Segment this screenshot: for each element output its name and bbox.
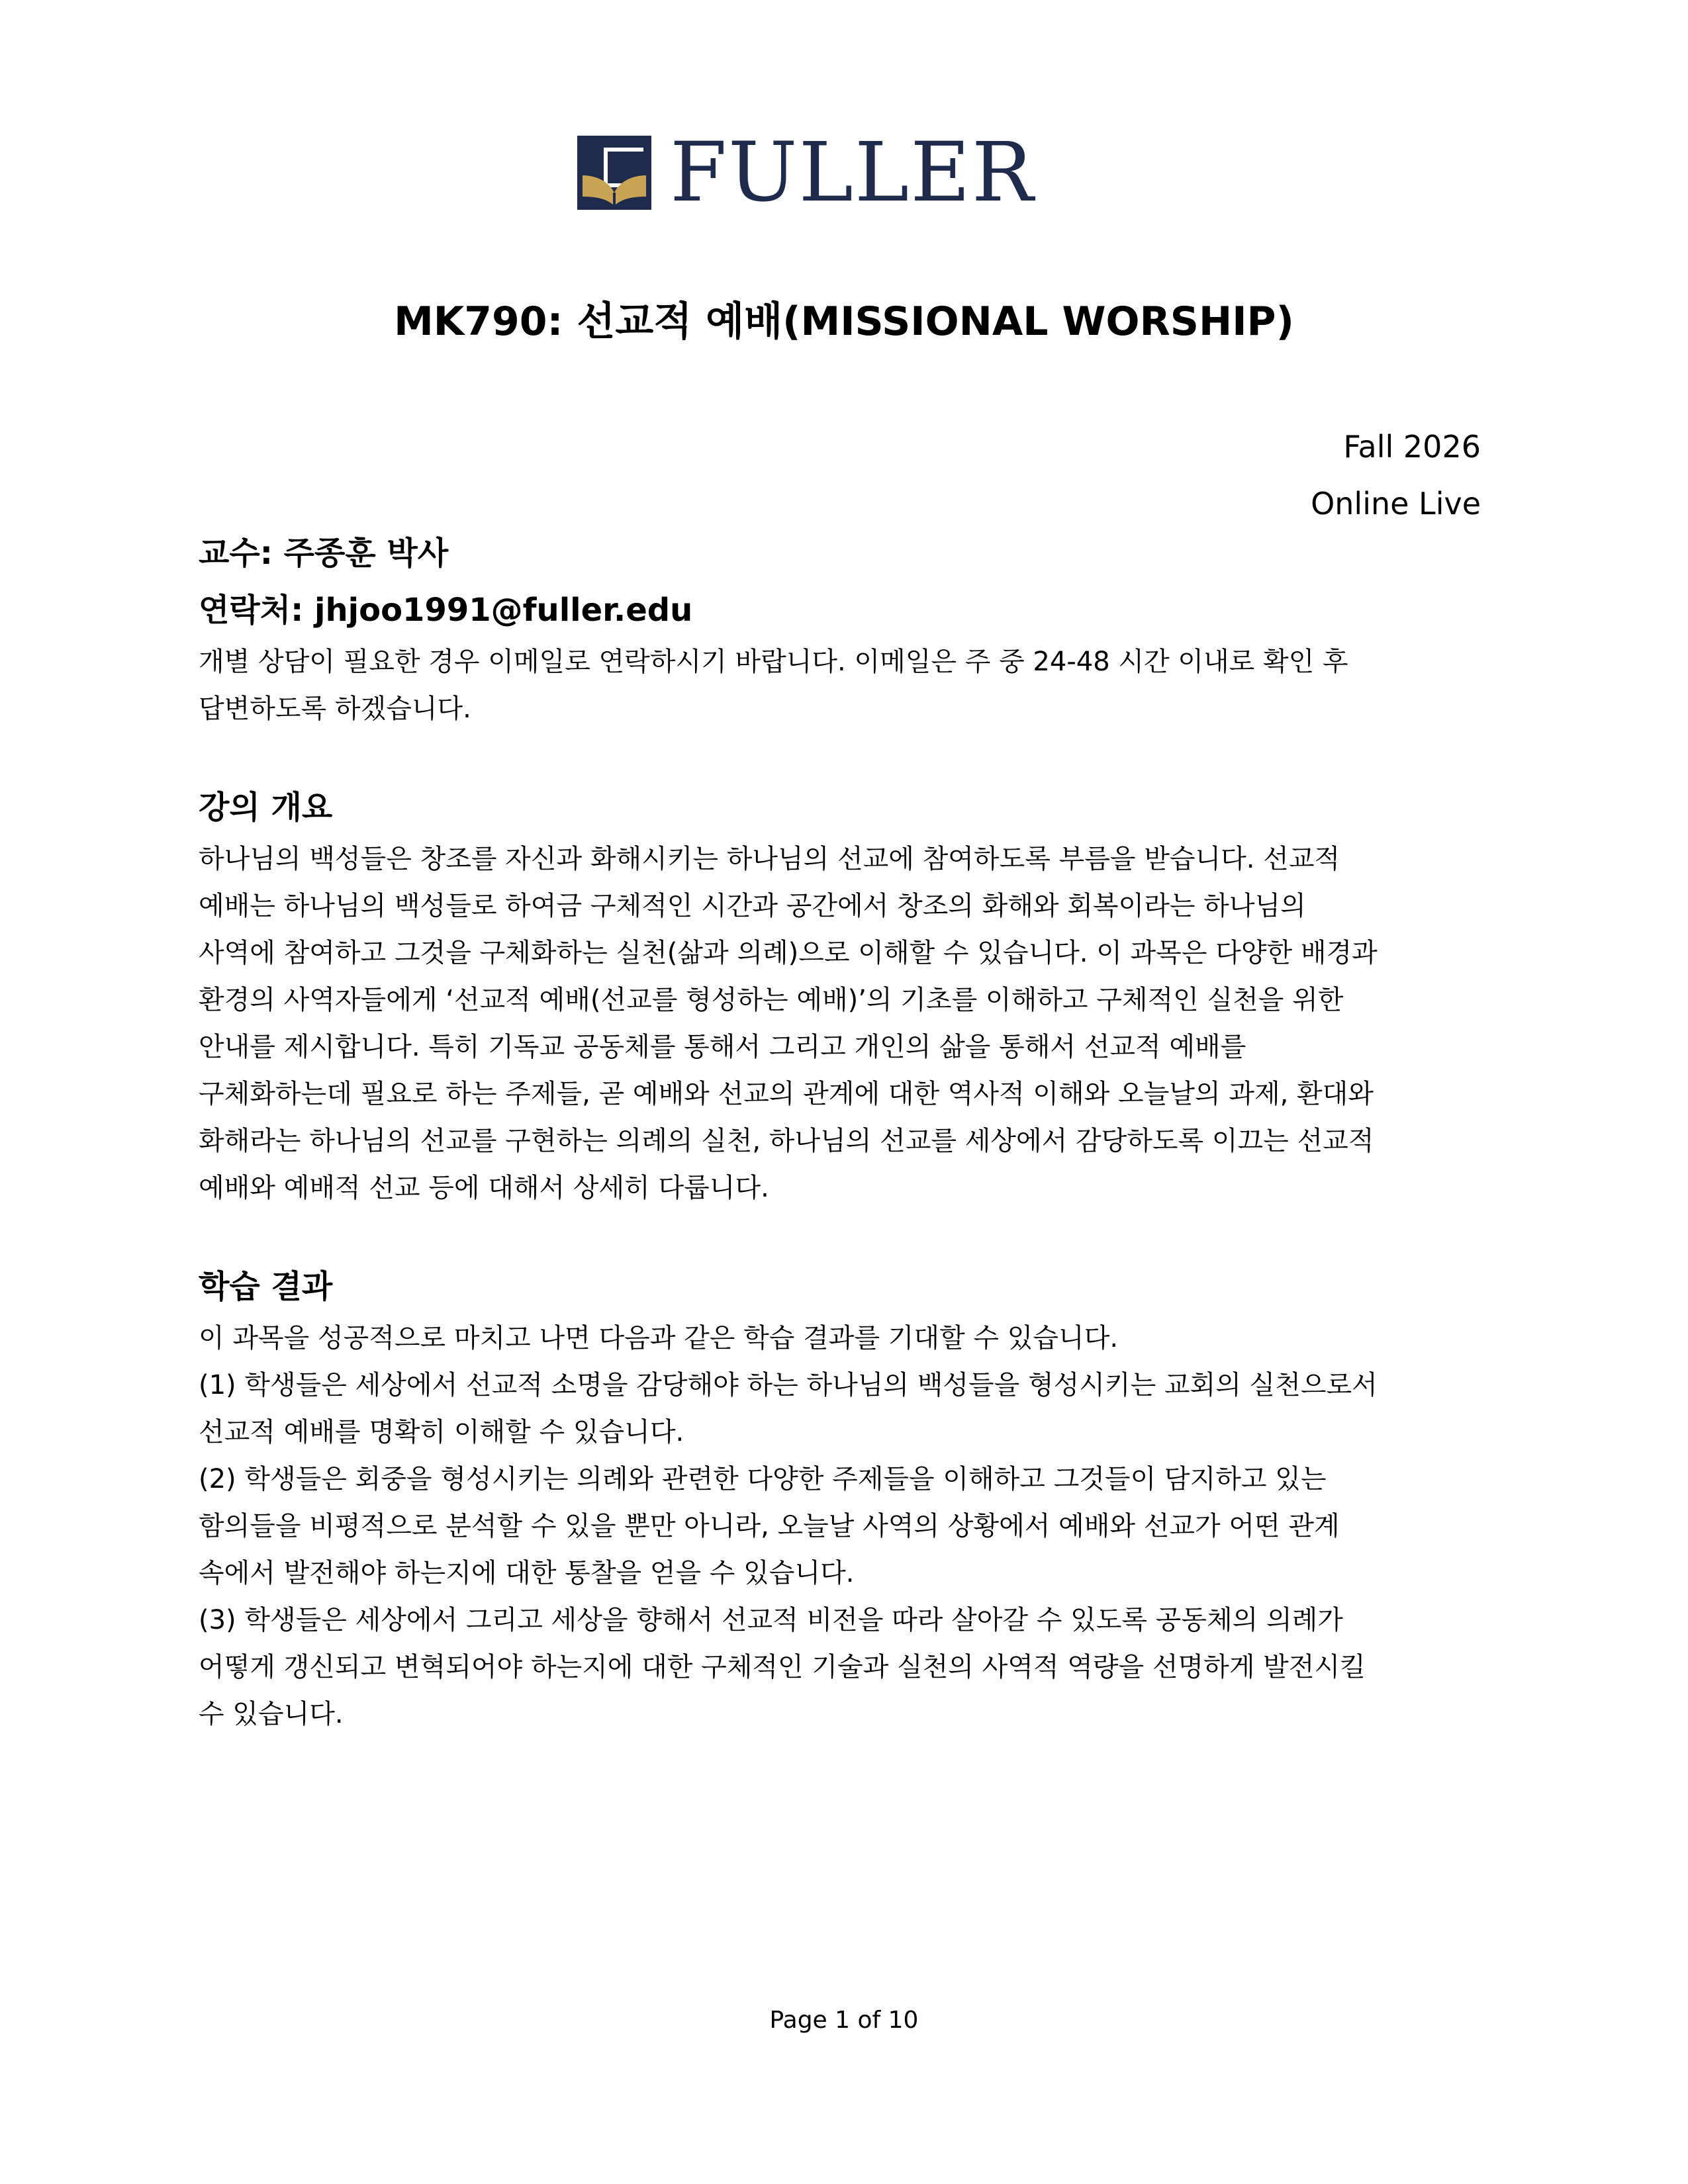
overview-line: 하나님의 백성들은 창조를 자신과 화해시키는 하나님의 선교에 참여하도록 부름을 받습니다. 선교적 — [199, 844, 1340, 874]
overview-line: 사역에 참여하고 그것을 구체화하는 실천(삶과 의례)으로 이해할 수 있습니다. 이 과목은 다양한 배경과 — [199, 938, 1378, 968]
outcomes-line: 속에서 발전해야 하는지에 대한 통찰을 얻을 수 있습니다. — [199, 1558, 855, 1588]
contact-note — [199, 639, 1489, 733]
fuller-book-icon — [577, 136, 651, 210]
outcomes-line: (3) 학생들은 세상에서 그리고 세상을 향해서 선교적 비전을 따라 살아갈 수 있도록 공동체의 의례가 — [199, 1605, 1343, 1635]
outcomes-line: 수 있습니다. — [199, 1699, 344, 1729]
outcomes-paragraph — [199, 1315, 1489, 1738]
overview-line: 구체화하는데 필요로 하는 주제들, 곧 예배와 선교의 관계에 대한 역사적 이해와 오늘날의 과제, 환대와 — [199, 1079, 1374, 1109]
outcomes-line: 함의들을 비평적으로 분석할 수 있을 뿐만 아니라, 오늘날 사역의 상황에서 예배와 선교가 어떤 관계 — [199, 1511, 1340, 1541]
outcomes-line: (2) 학생들은 회중을 형성시키는 의례와 관련한 다양한 주제들을 이해하고 그것들이 담지하고 있는 — [199, 1464, 1327, 1494]
course-format: Online Live — [1311, 486, 1481, 522]
overview-paragraph — [199, 836, 1489, 1212]
course-term-block — [1311, 418, 1481, 532]
syllabus-body — [199, 525, 1489, 1738]
overview-line: 예배는 하나님의 백성들로 하여금 구체적인 시간과 공간에서 창조의 화해와 회복이라는 하나님의 — [199, 891, 1306, 921]
outcomes-line: (1) 학생들은 세상에서 선교적 소명을 감당해야 하는 하나님의 백성들을 형성시키는 교회의 실천으로서 — [199, 1370, 1378, 1400]
outcomes-line: 선교적 예배를 명확히 이해할 수 있습니다. — [199, 1417, 684, 1447]
contact-note-line: 답변하도록 하겠습니다. — [199, 694, 471, 724]
overview-line: 예배와 예배적 선교 등에 대해서 상세히 다룹니다. — [199, 1173, 769, 1203]
instructor-label: 교수: 주종훈 박사 — [199, 535, 449, 572]
contact-label: 연락처: jhjoo1991@fuller.edu — [199, 592, 693, 629]
overview-line: 안내를 제시합니다. 특히 기독교 공동체를 통해서 그리고 개인의 삶을 통해서 선교적 예배를 — [199, 1032, 1246, 1062]
page-number: Page 1 of 10 — [769, 2007, 919, 2034]
outcomes-heading: 학습 결과 — [199, 1268, 333, 1305]
logo-wordmark: FULLER — [670, 125, 1035, 220]
overview-line: 화해라는 하나님의 선교를 구현하는 의례의 실천, 하나님의 선교를 세상에서 감당하도록 이끄는 선교적 — [199, 1126, 1374, 1156]
overview-heading: 강의 개요 — [199, 789, 333, 826]
outcomes-line: 어떻게 갱신되고 변혁되어야 하는지에 대한 구체적인 기술과 실천의 사역적 역량을 선명하게 발전시킬 — [199, 1652, 1366, 1682]
overview-line: 환경의 사역자들에게 ‘선교적 예배(선교를 형성하는 예배)’의 기초를 이해하고 구체적인 실천을 위한 — [199, 985, 1344, 1015]
contact-note-line: 개별 상담이 필요한 경우 이메일로 연락하시기 바랍니다. 이메일은 주 중 24-48 시간 이내로 확인 후 — [199, 647, 1348, 677]
course-title: MK790: 선교적 예배(MISSIONAL WORSHIP) — [394, 298, 1294, 345]
course-term: Fall 2026 — [1343, 429, 1481, 465]
fuller-logo — [577, 125, 1107, 220]
outcomes-line: 이 과목을 성공적으로 마치고 나면 다음과 같은 학습 결과를 기대할 수 있습니다. — [199, 1323, 1119, 1353]
